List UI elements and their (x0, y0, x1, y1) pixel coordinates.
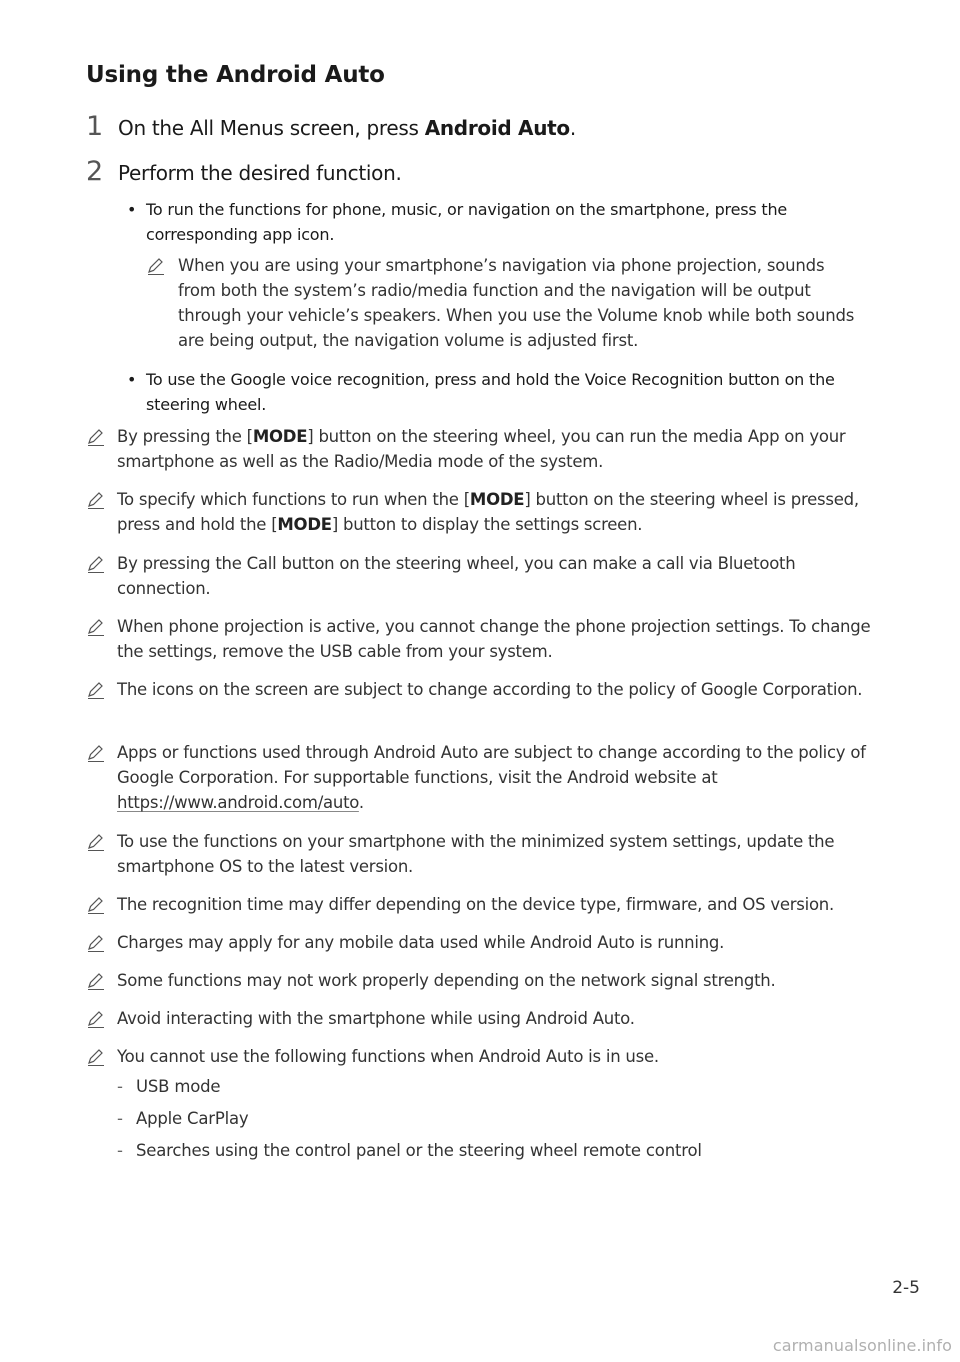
note-text: The recognition time may differ depending on the device type, firmware, and OS version. (117, 895, 835, 914)
note-item (86, 614, 886, 664)
dash-list-item (117, 1109, 248, 1128)
pencil-note-icon (86, 680, 106, 700)
pencil-note-icon (86, 1047, 106, 1067)
dash-list-item (117, 1141, 702, 1160)
note-text: You cannot use the following functions when Android Auto is in use. (117, 1047, 659, 1066)
dash-list-item (117, 1077, 220, 1096)
pencil-note-icon (86, 490, 106, 510)
android-auto-link[interactable]: https://www.android.com/auto (117, 793, 359, 812)
note-text: By pressing the Call button on the steering wheel, you can make a call via Bluetooth connection. (117, 554, 796, 598)
pencil-note-icon (86, 832, 106, 852)
note-text: Some functions may not work properly depending on the network signal strength. (117, 971, 776, 990)
bullet-item (127, 197, 867, 247)
bullet-item (127, 367, 867, 417)
sub-note (146, 253, 866, 353)
note-text: When phone projection is active, you cannot change the phone projection settings. To change the settings, remove the USB cable from your system. (117, 617, 871, 661)
note-text: By pressing the [MODE] button on the steering wheel, you can run the media App on your smartphone as well as the Radio/Media mode of the system. (117, 427, 846, 471)
pencil-note-icon (86, 427, 106, 447)
step-number: 1 (86, 111, 104, 142)
note-item (86, 551, 886, 601)
bullet-dot: • (127, 370, 137, 389)
step-number: 2 (86, 156, 104, 187)
pencil-note-icon (86, 933, 106, 953)
pencil-note-icon (86, 895, 106, 915)
note-item (86, 424, 886, 474)
pencil-note-icon (86, 971, 106, 991)
sub-note-text: When you are using your smartphone’s navigation via phone projection, sounds from both the system’s radio/media function and the navigation will be output through your vehicle’s speakers. When you use the Volume knob while both sounds are being output, the navigation volume is adjusted first. (178, 256, 855, 350)
pencil-note-icon (86, 554, 106, 574)
bullet-dot: • (127, 200, 137, 219)
pencil-note-icon (146, 256, 166, 276)
note-item (86, 1006, 886, 1031)
note-item (86, 829, 886, 879)
note-text: To use the functions on your smartphone with the minimized system settings, update the smartphone OS to the latest version. (117, 832, 835, 876)
note-item (86, 968, 886, 993)
note-text: Charges may apply for any mobile data used while Android Auto is running. (117, 933, 725, 952)
step-text: Perform the desired function. (118, 161, 402, 185)
bullet-text: To run the functions for phone, music, or navigation on the smartphone, press the corresponding app icon. (146, 200, 788, 244)
pencil-note-icon (86, 1009, 106, 1029)
note-text: To specify which functions to run when the [MODE] button on the steering wheel is pressed, press and hold the [MODE] button to display the settings screen. (117, 490, 859, 534)
note-item (86, 740, 886, 815)
step-text: On the All Menus screen, press Android Auto. (118, 116, 576, 140)
section-heading: Using the Android Auto (86, 62, 385, 88)
note-text: Apps or functions used through Android Auto are subject to change according to the policy of Google Corporation. For supportable functions, visit the Android website at https://www.android.com/auto. (117, 743, 866, 812)
dash-item-text: Searches using the control panel or the steering wheel remote control (136, 1141, 702, 1160)
note-text: The icons on the screen are subject to change according to the policy of Google Corporation. (117, 680, 863, 699)
note-item (86, 677, 886, 702)
step-1 (86, 111, 576, 142)
dash-marker: - (117, 1109, 123, 1128)
note-text: Avoid interacting with the smartphone while using Android Auto. (117, 1009, 635, 1028)
dash-item-text: Apple CarPlay (136, 1109, 249, 1128)
note-item (86, 1044, 886, 1069)
note-item (86, 930, 886, 955)
note-item (86, 487, 886, 537)
pencil-note-icon (86, 743, 106, 763)
bullet-text: To use the Google voice recognition, press and hold the Voice Recognition button on the steering wheel. (146, 370, 835, 414)
page-number: 2-5 (892, 1278, 920, 1298)
note-item (86, 892, 886, 917)
watermark: carmanualsonline.info (772, 1336, 952, 1355)
dash-marker: - (117, 1077, 123, 1096)
dash-marker: - (117, 1141, 123, 1160)
dash-item-text: USB mode (136, 1077, 221, 1096)
pencil-note-icon (86, 617, 106, 637)
step-2 (86, 156, 402, 187)
